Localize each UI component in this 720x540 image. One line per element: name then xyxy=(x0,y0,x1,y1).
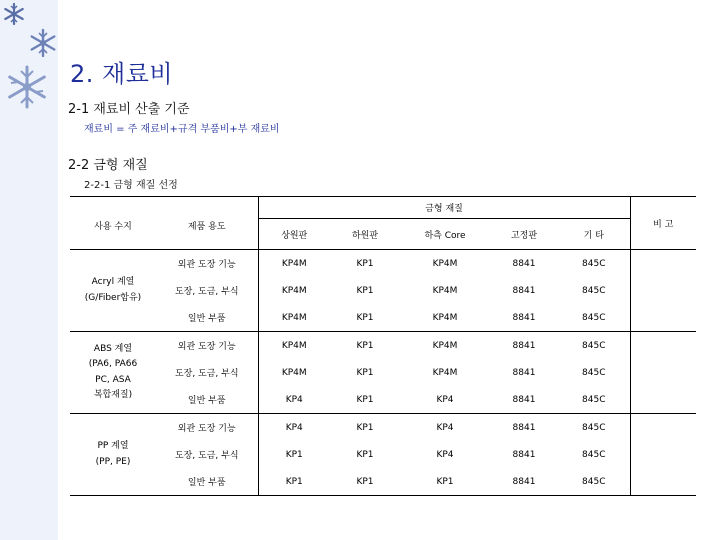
material-cell: KP1 xyxy=(258,441,330,468)
material-cell: KP4 xyxy=(400,386,490,414)
material-cell: KP1 xyxy=(356,367,374,378)
material-cell: KP4M xyxy=(258,359,330,386)
material-cell: 8841 xyxy=(490,386,558,414)
table-row xyxy=(70,332,696,360)
material-cell: KP1 xyxy=(356,422,374,433)
material-cell: KP1 xyxy=(330,468,400,496)
resin-group-label: Acryl 계열 (G/Fiber함유) xyxy=(70,250,156,332)
resin-group-label: PP 계열 (PP, PE) xyxy=(70,414,156,496)
material-cell: KP4M xyxy=(432,340,458,351)
material-cell: 845C xyxy=(582,422,606,433)
material-cell: KP4 xyxy=(436,449,454,460)
material-cell: 8841 xyxy=(512,340,536,351)
note-cell xyxy=(630,441,696,468)
formula-text: 재료비 = 주 재료비+규격 부품비+부 재료비 xyxy=(84,124,280,135)
material-cell: 8841 xyxy=(512,285,536,296)
material-cell: 8841 xyxy=(512,422,536,433)
table-row xyxy=(70,386,696,414)
note-cell xyxy=(630,359,696,386)
note-cell xyxy=(630,468,696,496)
use-cell: 도장, 도금, 부식 xyxy=(174,369,239,379)
material-cell: KP1 xyxy=(400,468,490,496)
section-heading: 2-2 금형 재질 xyxy=(68,158,148,173)
material-cell: KP1 xyxy=(258,468,330,496)
mold-col-header: 상원판 xyxy=(258,219,330,250)
material-cell: 845C xyxy=(582,340,606,351)
note-cell xyxy=(630,386,696,414)
mold-col-header: 하측 Core xyxy=(400,219,490,250)
snowflake-icon xyxy=(28,28,58,58)
use-cell: 일반 부품 xyxy=(156,386,258,414)
page-title: 2. 재료비 xyxy=(70,60,174,88)
table-row xyxy=(70,441,696,468)
material-cell: KP4M xyxy=(432,285,458,296)
table-row xyxy=(70,468,696,496)
note-cell xyxy=(630,332,696,360)
material-cell: KP1 xyxy=(330,386,400,414)
use-cell: 외관 도장 기능 xyxy=(177,342,236,352)
use-cell: 외관 도장 기능 xyxy=(177,260,236,270)
material-cell: KP4M xyxy=(258,250,330,278)
note-cell xyxy=(630,277,696,304)
material-cell: KP1 xyxy=(356,285,374,296)
material-cell: KP4 xyxy=(258,386,330,414)
header-resin: 사용 수지 xyxy=(70,197,156,250)
note-cell xyxy=(630,250,696,278)
material-cell: 8841 xyxy=(512,258,536,269)
material-cell: KP4M xyxy=(258,277,330,304)
material-cell: KP1 xyxy=(356,449,374,460)
table-row xyxy=(70,414,696,442)
material-cell: 8841 xyxy=(490,468,558,496)
material-cell: 8841 xyxy=(512,367,536,378)
subsection-heading: 2-2-1 금형 재질 선정 xyxy=(84,180,178,191)
material-cell: KP4M xyxy=(400,304,490,332)
material-cell: 845C xyxy=(582,285,606,296)
header-note: 비 고 xyxy=(630,197,696,250)
material-cell: 845C xyxy=(558,304,630,332)
material-cell: 845C xyxy=(558,468,630,496)
material-cell: KP4M xyxy=(258,304,330,332)
header-use: 제품 용도 xyxy=(156,197,258,250)
material-cell: KP1 xyxy=(356,258,374,269)
material-cell: 845C xyxy=(582,449,606,460)
material-cell: KP4M xyxy=(432,367,458,378)
material-cell: 8841 xyxy=(512,449,536,460)
table-row xyxy=(70,250,696,278)
material-cell: 845C xyxy=(558,386,630,414)
header-mold: 금형 재질 xyxy=(258,197,630,219)
material-cell: KP4M xyxy=(258,332,330,360)
material-cell: KP4M xyxy=(432,258,458,269)
use-cell: 외관 도장 기능 xyxy=(177,424,236,434)
mold-col-header: 기 타 xyxy=(558,219,630,250)
resin-group-label: ABS 계열 (PA6, PA66 PC, ASA 복합재질) xyxy=(70,332,156,414)
use-cell: 일반 부품 xyxy=(156,304,258,332)
material-cell: 845C xyxy=(582,367,606,378)
material-cell: KP1 xyxy=(330,304,400,332)
table-row xyxy=(70,277,696,304)
material-cell: KP4 xyxy=(258,414,330,442)
material-cell: KP1 xyxy=(356,340,374,351)
mold-col-header: 하원판 xyxy=(330,219,400,250)
note-cell xyxy=(630,304,696,332)
snowflake-icon xyxy=(4,64,50,110)
material-cell: KP4 xyxy=(436,422,454,433)
decorative-sidebar xyxy=(0,0,58,540)
note-cell xyxy=(630,414,696,442)
section-heading: 2-1 재료비 산출 기준 xyxy=(68,102,190,117)
table-row xyxy=(70,304,696,332)
snowflake-icon xyxy=(2,2,26,26)
table-row xyxy=(70,359,696,386)
mold-material-table xyxy=(70,196,696,496)
material-cell: 845C xyxy=(582,258,606,269)
material-cell: 8841 xyxy=(490,304,558,332)
use-cell: 도장, 도금, 부식 xyxy=(174,451,239,461)
use-cell: 도장, 도금, 부식 xyxy=(174,287,239,297)
use-cell: 일반 부품 xyxy=(156,468,258,496)
mold-col-header: 고정판 xyxy=(490,219,558,250)
